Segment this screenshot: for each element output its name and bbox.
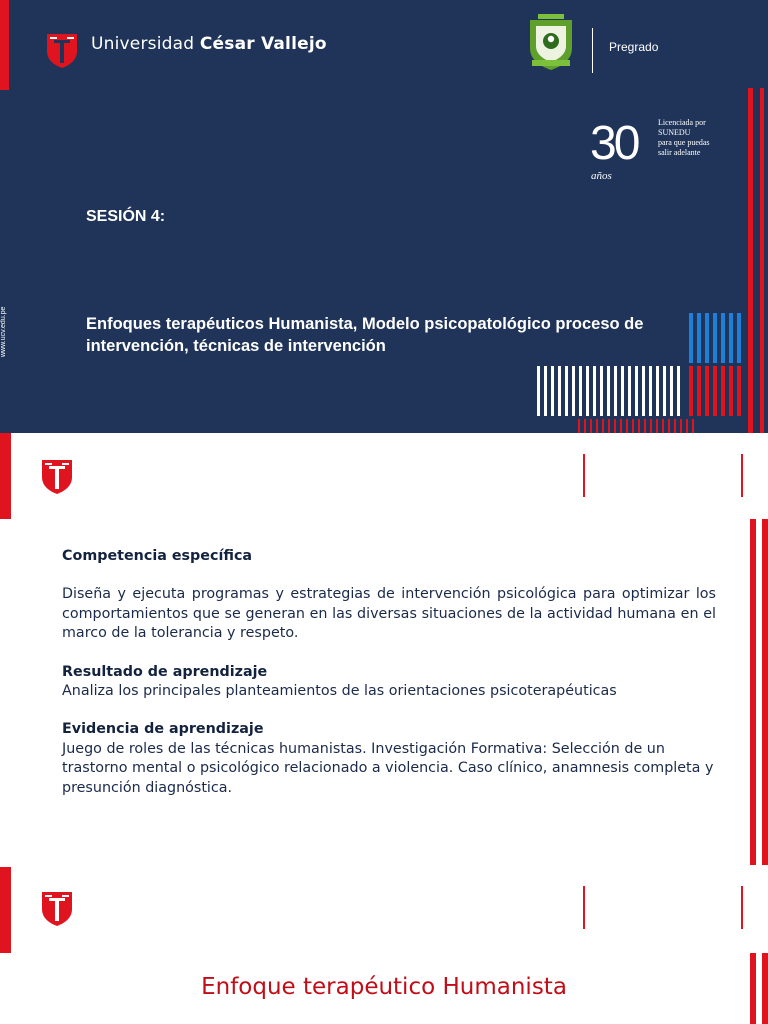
red-edge-bar: [0, 0, 9, 90]
result-heading: Resultado de aprendizaje: [62, 663, 268, 680]
red-divider-line: [741, 454, 743, 497]
header-separator: [592, 28, 593, 73]
website-url: www.ucv.edu.pe: [0, 306, 7, 358]
competence-text: Diseña y ejecuta programas y estrategias de intervención psicológica para optimizar los comportamientos que se generan en las diversas situaciones de la actividad humana en el marco de la tolerancia y respeto.: [62, 586, 716, 642]
evidence-heading: Evidencia de aprendizaje: [62, 721, 264, 738]
red-divider-line: [583, 886, 585, 929]
red-side-stripe: [762, 519, 768, 865]
ucv-shield-logo-icon: [40, 889, 74, 927]
session-label: SESIÓN 4:: [86, 208, 166, 225]
ucv-shield-logo-icon: [40, 457, 74, 495]
accreditation-badge-icon: [526, 14, 576, 72]
red-edge-bar: [0, 433, 11, 519]
evidence-text: Juego de roles de las técnicas humanistas. Investigación Formativa: Selección de un trastorno mental o psicológico relacionado a violencia. Caso clínico, anamnesis completa y presunción diagnóstica.: [62, 740, 714, 796]
section-title: Enfoque terapéutico Humanista: [201, 974, 567, 1000]
anniversary-number: 30: [590, 117, 638, 170]
ucv-shield-logo-icon: [45, 31, 79, 69]
competence-slide: [0, 433, 768, 865]
result-text: Analiza los principales planteamientos de las orientaciones psicoterapéuticas: [62, 683, 617, 700]
red-edge-bar: [0, 867, 11, 953]
slide-content: [62, 547, 716, 798]
decorative-stripes: [530, 88, 768, 433]
competence-heading: Competencia específica: [62, 548, 253, 564]
title-slide: [0, 0, 768, 433]
anniversary-word: años: [591, 170, 612, 182]
university-name: Universidad César Vallejo: [91, 34, 327, 54]
section-title-slide: [0, 865, 768, 1024]
license-text: Licenciada por SUNEDU para que puedas salir adelante: [658, 118, 710, 157]
session-topic: Enfoques terapéuticos Humanista, Modelo psicopatológico proceso de intervención, técnicas de intervención: [86, 315, 644, 355]
program-label: Pregrado: [609, 40, 659, 54]
red-divider-line: [583, 454, 585, 497]
red-side-stripe: [750, 519, 756, 865]
red-divider-line: [741, 886, 743, 929]
